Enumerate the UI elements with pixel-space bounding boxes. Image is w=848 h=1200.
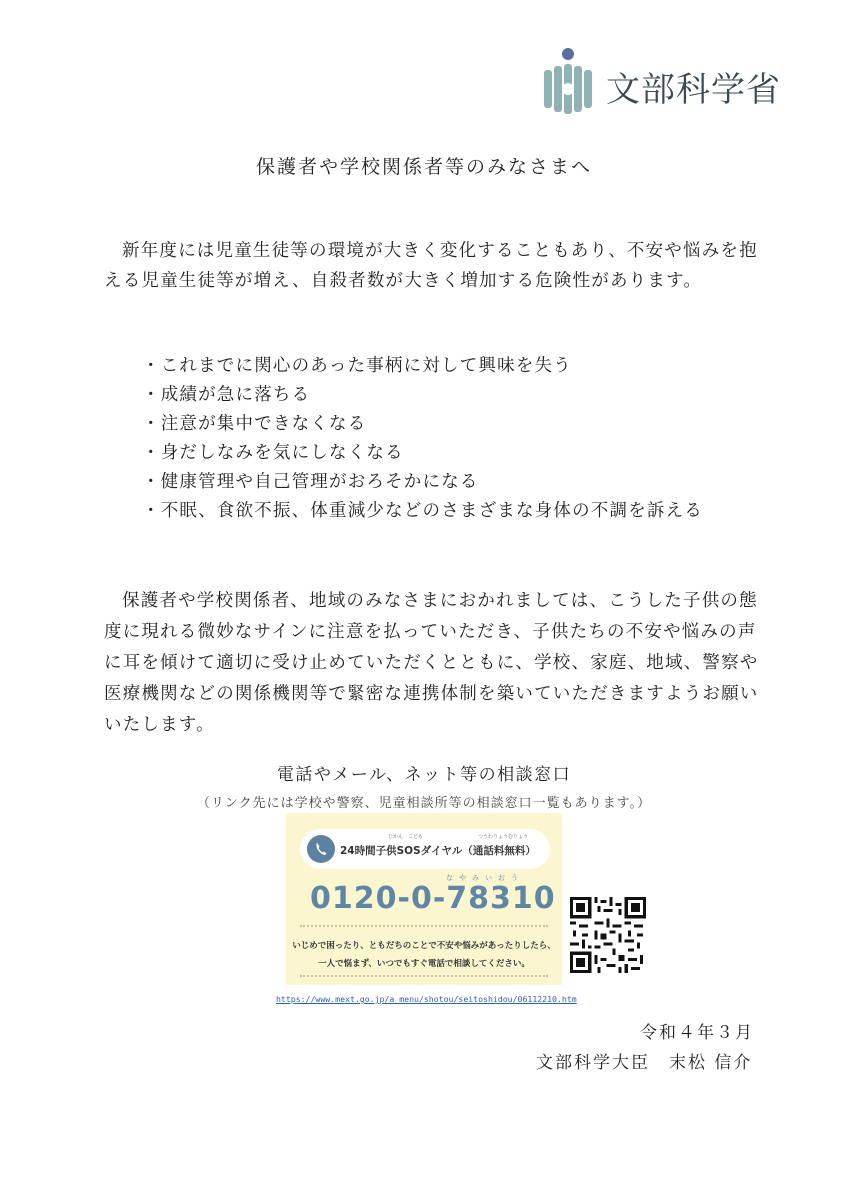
card-message-line1: いじめで困ったり、ともだちのことで不安や悩みがあったりしたら、 xyxy=(292,941,556,951)
page-title: 保護者や学校関係者等のみなさまへ xyxy=(255,156,592,178)
sos-dial-card[interactable] xyxy=(286,813,562,985)
intro-paragraph: 新年度には児童生徒等の環境が大きく変化することもあり、不安や悩みを抱える児童生徒等が増え、自殺者数が大きく増加する危険性があります。 xyxy=(104,241,758,291)
warning-signs-list xyxy=(142,352,703,526)
phone-icon xyxy=(307,835,335,863)
signer: 文部科学大臣 末松 信介 xyxy=(536,1053,753,1073)
phone-number: 0120-0-78310 xyxy=(310,881,556,916)
sos-dial-title: 24時間子供SOSダイヤル（通話料無料） xyxy=(340,845,536,857)
list-item: ・これまでに関心のあった事柄に対して興味を失う xyxy=(142,356,572,376)
mext-emblem-icon xyxy=(538,44,604,120)
card-message-line2: 一人で悩まず、いつでもすぐ電話で相談してください。 xyxy=(318,959,530,969)
divider xyxy=(300,975,548,977)
consult-note: （リンク先には学校や警察、児童相談所等の相談窓口一覧もあります。） xyxy=(196,796,652,811)
list-item: ・健康管理や自己管理がおろそかになる xyxy=(142,472,479,492)
consult-title: 電話やメール、ネット等の相談窓口 xyxy=(276,765,572,785)
issue-date: 令和４年３月 xyxy=(640,1023,754,1043)
logo-text: 文部科学省 xyxy=(606,70,781,110)
list-item: ・注意が集中できなくなる xyxy=(142,414,367,434)
number-ruby: なやみいおう xyxy=(446,874,524,882)
divider xyxy=(300,925,548,927)
card-ruby: じかん こども つうわりょうむりょう xyxy=(388,834,529,840)
list-item: ・身だしなみを気にしなくなる xyxy=(142,443,404,463)
card-header xyxy=(300,829,550,869)
consult-link[interactable]: https://www.mext.go.jp/a_menu/shotou/seitoshidou/06112210.htm xyxy=(276,994,577,1004)
list-item: ・不眠、食欲不振、体重減少などのさまざまな身体の不調を訴える xyxy=(142,501,703,521)
request-paragraph: 保護者や学校関係者、地域のみなさまにおかれましては、こうした子供の態度に現れる微妙なサインに注意を払っていただき、子供たちの不安や悩みの声に耳を傾けて適切に受け止めていただくとともに、学校、家庭、地域、警察や医療機関などの関係機関等で緊密な連携体制を築いていただきますようお願いいたします。 xyxy=(104,591,759,735)
list-item: ・成績が急に落ちる xyxy=(142,385,311,405)
qr-code-icon[interactable] xyxy=(570,897,646,973)
